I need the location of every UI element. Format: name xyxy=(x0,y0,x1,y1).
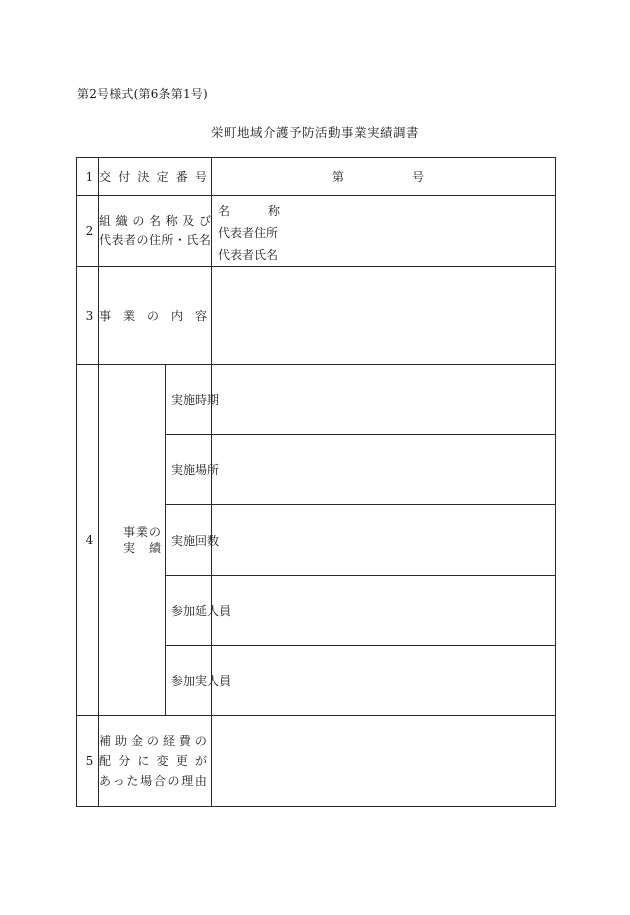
row-number: 5 xyxy=(77,716,99,807)
result-item-label xyxy=(166,435,220,505)
result-item-label xyxy=(166,646,232,716)
row-number: 3 xyxy=(77,267,99,365)
decision-number-label xyxy=(99,158,212,196)
spread-text: 代 表 者 の 住 所 ・ 氏 名 xyxy=(99,233,211,247)
result-item-value[interactable] xyxy=(212,576,556,646)
result-item-label xyxy=(166,505,220,576)
spread-text: 参 加 実 人 員 xyxy=(171,674,232,688)
report-table xyxy=(76,157,556,807)
row-change xyxy=(77,716,556,807)
spread-text: 配 分 に 変 更 が xyxy=(99,754,207,768)
spread-text: 実 施 回 数 xyxy=(171,533,220,548)
content-label xyxy=(99,267,212,365)
spread-text: 組 織 の 名 称 及 び xyxy=(99,214,211,228)
row-number: 2 xyxy=(77,196,99,267)
spread-text: 実 績 xyxy=(123,541,161,555)
decision-suffix: 号 xyxy=(411,170,424,184)
result-item-value[interactable] xyxy=(212,505,556,576)
result-item-value[interactable] xyxy=(212,365,556,435)
document-title: 栄町地域介護予防活動事業実績調書 xyxy=(210,125,419,140)
spread-text: 実 施 場 所 xyxy=(171,463,220,477)
form-number: 第2号様式(第6条第1号) xyxy=(77,87,208,101)
result-item-value[interactable] xyxy=(212,435,556,505)
results-label xyxy=(99,365,166,716)
result-item-value[interactable] xyxy=(212,646,556,716)
change-value[interactable] xyxy=(212,716,556,807)
organization-value[interactable] xyxy=(212,196,556,267)
decision-number-value[interactable] xyxy=(212,158,556,196)
row-content xyxy=(77,267,556,365)
result-item-label xyxy=(166,365,220,435)
organization-label xyxy=(99,196,212,267)
spread-text: 交 付 決 定 番 号 xyxy=(99,170,207,184)
row-decision-number xyxy=(77,158,556,196)
spread-text: 参 加 延 人 員 xyxy=(171,604,232,618)
result-item-label xyxy=(166,576,232,646)
field-address-label: 代表者住所 xyxy=(218,226,279,240)
row-results-1 xyxy=(77,365,556,435)
spread-text: 事 業 の 内 容 xyxy=(99,309,207,323)
row-organization xyxy=(77,196,556,267)
spread-text: 事 業 の xyxy=(123,525,161,539)
spread-text: 実 施 時 期 xyxy=(171,393,220,407)
content-value[interactable] xyxy=(212,267,556,365)
decision-prefix: 第 xyxy=(332,170,345,184)
row-number: 1 xyxy=(77,158,99,196)
field-rep-name-label: 代表者氏名 xyxy=(218,248,279,262)
change-label xyxy=(99,716,212,807)
field-name-label: 名 称 xyxy=(218,204,280,218)
row-number: 4 xyxy=(77,365,99,716)
spread-text: あ っ た 場 合 の 理 由 xyxy=(99,774,207,788)
spread-text: 補 助 金 の 経 費 の xyxy=(99,734,207,748)
